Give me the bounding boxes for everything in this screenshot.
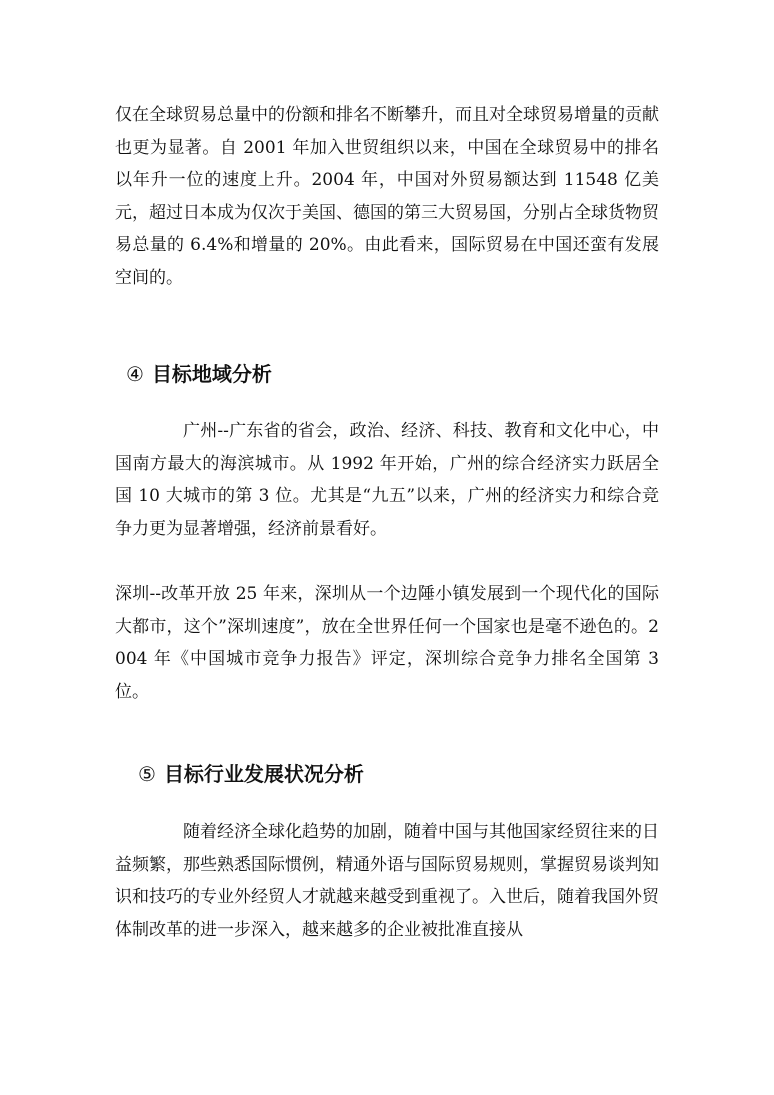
paragraph-trade-growth: 仅在全球贸易总量中的份额和排名不断攀升，而且对全球贸易增量的贡献也更为显著。自 2001 年加入世贸组织以来，中国在全球贸易中的排名以年升一位的速度上升。2004 年，中国对外贸易额达到 11548 亿美元，超过日本成为仅次于美国、德国的第三大贸易国，分别占全球货物贸易总量的 6.4%和增量的 20%。由此看来，国际贸易在中国还蛮有发展空间的。 <box>115 105 659 288</box>
paragraph-guangzhou: 广州--广东省的省会，政治、经济、科技、教育和文化中心，中国南方最大的海滨城市。从 1992 年开始，广州的综合经济实力跃居全国 10 大城市的第 3 位。尤其是“九五”以来，广州的经济实力和综合竞争力更为显著增强，经济前景看好。 <box>115 421 659 539</box>
section-number: ④ <box>126 362 144 386</box>
paragraph-shenzhen: 深圳--改革开放 25 年来，深圳从一个边陲小镇发展到一个现代化的国际大都市，这个”深圳速度”，放在全世界任何一个国家也是毫不逊色的。2004 年《中国城市竞争力报告》评定，深圳综合竞争力排名全国第 3 位。 <box>115 584 659 702</box>
section-heading-region <box>126 360 272 388</box>
section-heading-industry <box>138 760 364 788</box>
paragraph-industry: 随着经济全球化趋势的加剧，随着中国与其他国家经贸往来的日益频繁，那些熟悉国际惯例，精通外语与国际贸易规则，掌握贸易谈判知识和技巧的专业外经贸人才就越来越受到重视了。入世后，随着我国外贸体制改革的进一步深入，越来越多的企业被批准直接从 <box>115 822 659 940</box>
section-title: 目标行业发展状况分析 <box>163 762 364 786</box>
section-title: 目标地域分析 <box>151 362 272 386</box>
section-number: ⑤ <box>138 762 156 786</box>
